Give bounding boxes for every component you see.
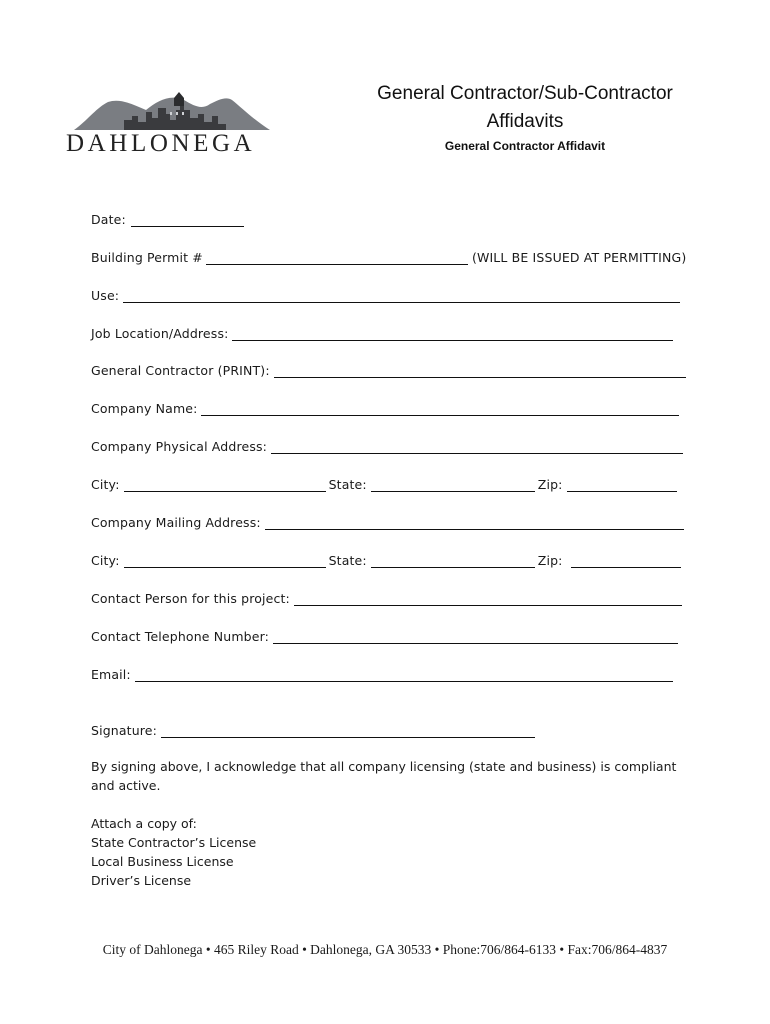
physical-state-field[interactable] xyxy=(371,477,535,492)
general-contractor-field[interactable] xyxy=(274,363,686,378)
physical-address-row xyxy=(91,434,683,454)
use-field[interactable] xyxy=(123,288,680,303)
zip-label: Zip: xyxy=(537,553,563,568)
zip-label: Zip: xyxy=(537,477,563,492)
attachment-item: Local Business License xyxy=(91,854,234,869)
attachments-list xyxy=(91,814,256,890)
contact-phone-label: Contact Telephone Number: xyxy=(91,629,270,644)
acknowledgement-line1: By signing above, I acknowledge that all company licensing (state and business) is compliant xyxy=(91,759,677,774)
signature-field[interactable] xyxy=(161,723,535,738)
use-row xyxy=(91,283,680,303)
mailing-state-field[interactable] xyxy=(371,553,535,568)
attachment-item: Driver’s License xyxy=(91,873,192,888)
document-title-line2: Affidavits xyxy=(486,111,564,132)
building-permit-note: (WILL BE ISSUED AT PERMITTING) xyxy=(471,250,687,265)
footer-contact-info: City of Dahlonega • 465 Riley Road • Dahlonega, GA 30533 • Phone:706/864-6133 • Fax:706/864-4837 xyxy=(102,942,668,957)
physical-address-field[interactable] xyxy=(271,439,683,454)
contact-phone-field[interactable] xyxy=(273,629,678,644)
mailing-address-row xyxy=(91,510,684,530)
job-location-label: Job Location/Address: xyxy=(91,326,229,341)
building-permit-field[interactable] xyxy=(206,250,468,265)
physical-address-label: Company Physical Address: xyxy=(91,439,268,454)
contact-person-label: Contact Person for this project: xyxy=(91,591,290,606)
use-label: Use: xyxy=(91,288,120,303)
mailing-address-field[interactable] xyxy=(265,515,684,530)
job-location-row xyxy=(91,321,673,341)
job-location-field[interactable] xyxy=(232,326,673,341)
email-field[interactable] xyxy=(135,667,673,682)
attachments-heading: Attach a copy of: xyxy=(91,816,197,831)
physical-city-field[interactable] xyxy=(124,477,326,492)
city-label: City: xyxy=(91,553,120,568)
city-label: City: xyxy=(91,477,120,492)
state-label: State: xyxy=(328,477,367,492)
company-name-label: Company Name: xyxy=(91,401,198,416)
contact-person-field[interactable] xyxy=(294,591,682,606)
mailing-zip-field[interactable] xyxy=(571,553,681,568)
building-permit-row xyxy=(91,245,686,265)
signature-label: Signature: xyxy=(91,723,158,738)
date-row xyxy=(91,207,244,227)
contact-phone-row xyxy=(91,624,678,644)
dahlonega-logo xyxy=(66,90,292,160)
general-contractor-label: General Contractor (PRINT): xyxy=(91,363,270,378)
mailing-city-field[interactable] xyxy=(124,553,326,568)
mailing-city-state-zip-row xyxy=(91,548,681,568)
company-name-row xyxy=(91,396,679,416)
date-label: Date: xyxy=(91,212,126,227)
mailing-address-label: Company Mailing Address: xyxy=(91,515,261,530)
document-title-line1: General Contractor/Sub-Contractor xyxy=(377,83,673,104)
general-contractor-row xyxy=(91,358,686,378)
acknowledgement-line2: and active. xyxy=(91,778,161,793)
attachment-item: State Contractor’s License xyxy=(91,835,257,850)
email-row xyxy=(91,662,673,682)
state-label: State: xyxy=(328,553,367,568)
physical-zip-field[interactable] xyxy=(567,477,677,492)
contact-person-row xyxy=(91,586,682,606)
document-subtitle: General Contractor Affidavit xyxy=(444,139,606,153)
company-name-field[interactable] xyxy=(201,401,679,416)
acknowledgement-text xyxy=(91,757,676,795)
logo-wordmark: DAHLONEGA xyxy=(66,130,256,157)
physical-city-state-zip-row xyxy=(91,472,677,492)
date-field[interactable] xyxy=(131,212,244,227)
signature-row xyxy=(91,718,535,738)
building-permit-label: Building Permit # xyxy=(91,250,203,265)
email-label: Email: xyxy=(91,667,131,682)
